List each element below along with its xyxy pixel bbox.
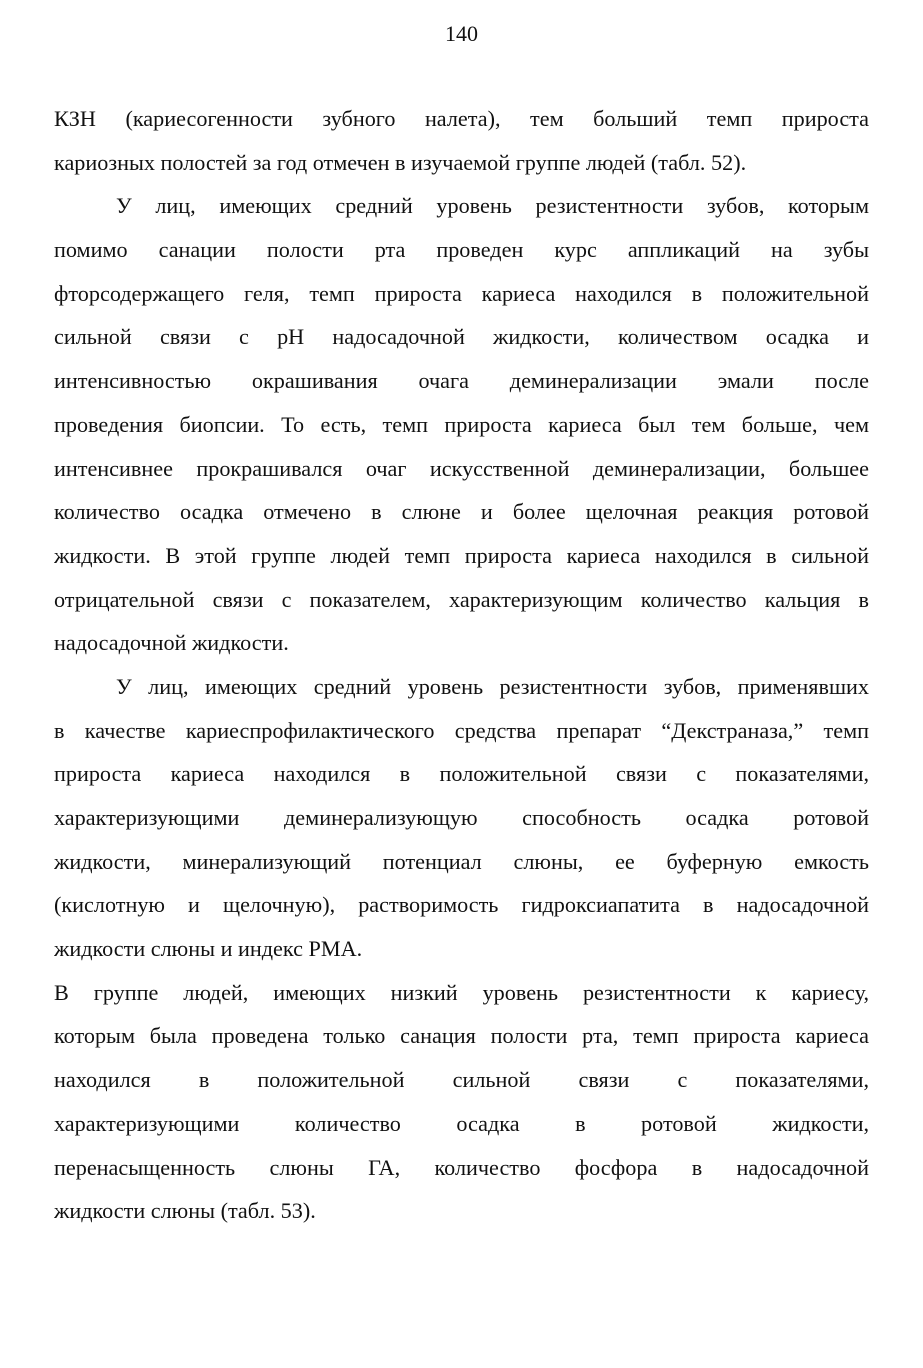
text-line: в качестве кариеспрофилактического средства препарат “Декстраназа,” темп <box>54 717 869 743</box>
text-line: отрицательной связи с показателем, характеризующим количество кальция в <box>54 586 869 612</box>
text-line: интенсивностью окрашивания очага деминерализации эмали после <box>54 368 869 394</box>
text-line: сильной связи с pH надосадочной жидкости, количеством осадка и <box>54 324 869 350</box>
text-line: характеризующими количество осадка в ротовой жидкости, <box>54 1110 869 1136</box>
text-line: интенсивнее прокрашивался очаг искусственной деминерализации, большее <box>54 455 869 481</box>
text-line: кариозных полостей за год отмечен в изучаемой группе людей (табл. 52). <box>54 149 747 175</box>
page-number: 140 <box>445 21 478 46</box>
text-line: У лиц, имеющих средний уровень резистентности зубов, которым <box>116 193 869 219</box>
body-text <box>54 97 869 1233</box>
text-line: проведения биопсии. То есть, темп прироста кариеса был тем больше, чем <box>54 411 869 437</box>
text-line: фторсодержащего геля, темп прироста кариеса находился в положительной <box>54 280 869 306</box>
text-line: КЗН (кариесогенности зубного налета), тем больший темп прироста <box>54 106 869 131</box>
text-line: перенасыщенность слюны ГА, количество фосфора в надосадочной <box>54 1154 869 1180</box>
text-line: надосадочной жидкости. <box>54 630 289 656</box>
text-line: помимо санации полости рта проведен курс аппликаций на зубы <box>54 237 869 263</box>
text-line: жидкости слюны (табл. 53). <box>54 1198 316 1224</box>
text-line: находился в положительной сильной связи с показателями, <box>54 1067 869 1093</box>
text-line: которым была проведена только санация полости рта, темп прироста кариеса <box>54 1023 869 1049</box>
text-line: жидкости, минерализующий потенциал слюны, ее буферную емкость <box>54 848 869 874</box>
text-line: количество осадка отмечено в слюне и более щелочная реакция ротовой <box>54 499 869 525</box>
text-line: жидкости слюны и индекс РМА. <box>54 936 363 962</box>
text-line: У лиц, имеющих средний уровень резистентности зубов, применявших <box>116 673 869 699</box>
text-line: (кислотную и щелочную), растворимость гидроксиапатита в надосадочной <box>54 892 869 918</box>
text-line: жидкости. В этой группе людей темп прироста кариеса находился в сильной <box>54 542 869 568</box>
text-line: прироста кариеса находился в положительной связи с показателями, <box>54 761 869 787</box>
text-line: характеризующими деминерализующую способность осадка ротовой <box>54 805 869 830</box>
text-line: В группе людей, имеющих низкий уровень резистентности к кариесу, <box>54 979 869 1005</box>
